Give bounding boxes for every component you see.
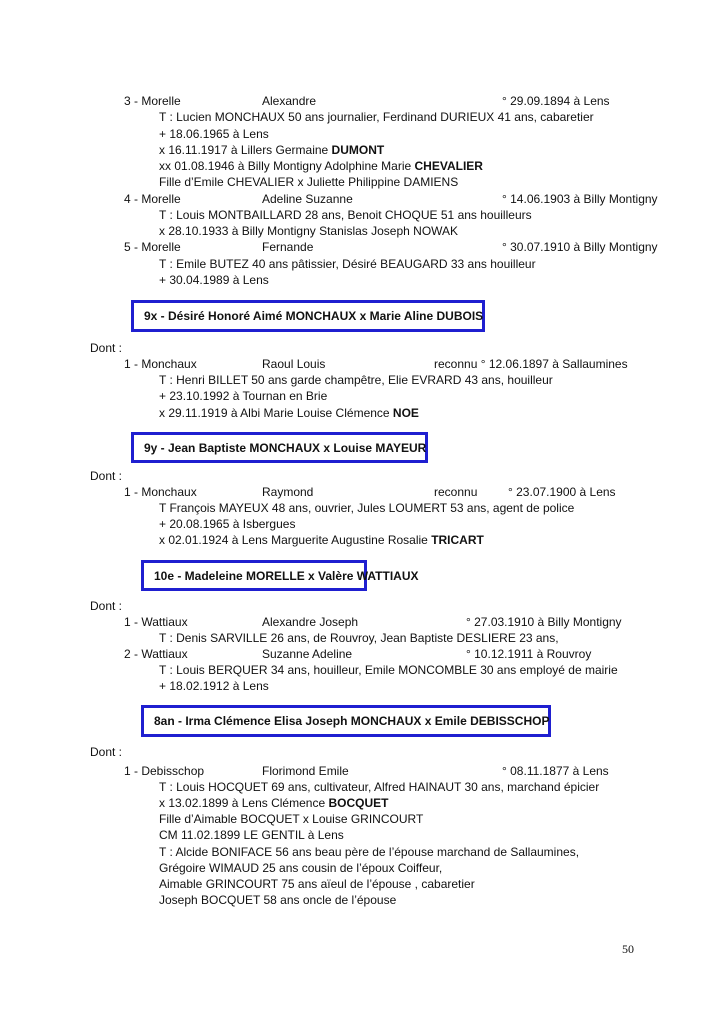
detail-line: T : Louis HOCQUET 69 ans, cultivateur, Alfred HAINAUT 30 ans, marchand épicier [159, 780, 600, 794]
entry-birth: ° 08.11.1877 à Lens [502, 764, 609, 778]
detail-line: x 13.02.1899 à Lens Clémence BOCQUET [159, 796, 389, 810]
detail-line: x 16.11.1917 à Lillers Germaine DUMONT [159, 143, 385, 157]
family-heading-9y: 9y - Jean Baptiste MONCHAUX x Louise MAYEUR [131, 432, 428, 463]
detail-line: + 23.10.1992 à Tournan en Brie [159, 389, 328, 403]
detail-line: xx 01.08.1946 à Billy Montigny Adolphine Marie CHEVALIER [159, 159, 483, 173]
detail-line: T : Lucien MONCHAUX 50 ans journalier, Ferdinand DURIEUX 41 ans, cabaretier [159, 110, 594, 124]
entry-given-names: Alexandre [262, 94, 317, 108]
detail-line: T : Louis MONTBAILLARD 28 ans, Benoit CHOQUE 51 ans houilleurs [159, 208, 532, 222]
detail-line: T : Emile BUTEZ 40 ans pâtissier, Désiré BEAUGARD 33 ans houilleur [159, 257, 536, 271]
detail-line: Fille d’Aimable BOCQUET x Louise GRINCOURT [159, 812, 424, 826]
dont-label: Dont : [90, 599, 123, 613]
dont-label: Dont : [90, 745, 123, 759]
entry-name: 4 - Morelle [124, 192, 181, 206]
family-heading-9x: 9x - Désiré Honoré Aimé MONCHAUX x Marie Aline DUBOIS [131, 300, 485, 332]
dont-label: Dont : [90, 341, 123, 355]
detail-line: CM 11.02.1899 LE GENTIL à Lens [159, 828, 344, 842]
detail-line: Grégoire WIMAUD 25 ans cousin de l’époux Coiffeur, [159, 861, 443, 875]
entry-birth: reconnu ° 12.06.1897 à Sallaumines [434, 357, 628, 371]
entry-birth: ° 10.12.1911 à Rouvroy [466, 647, 592, 661]
page-number: 50 [622, 942, 634, 956]
entry-birth: ° 29.09.1894 à Lens [502, 94, 610, 108]
detail-line: + 18.06.1965 à Lens [159, 127, 269, 141]
detail-line: Fille d’Emile CHEVALIER x Juliette Philippine DAMIENS [159, 175, 459, 189]
entry-name: 1 - Monchaux [124, 357, 197, 371]
entry-name: 1 - Debisschop [124, 764, 205, 778]
detail-line: T : Louis BERQUER 34 ans, houilleur, Emile MONCOMBLE 30 ans employé de mairie [159, 663, 618, 677]
detail-line: T : Henri BILLET 50 ans garde champêtre, Elie EVRARD 43 ans, houilleur [159, 373, 553, 387]
detail-line: x 28.10.1933 à Billy Montigny Stanislas Joseph NOWAK [159, 224, 459, 238]
entry-birth: ° 14.06.1903 à Billy Montigny [502, 192, 658, 206]
entry-name: 1 - Monchaux [124, 485, 197, 499]
detail-line: x 29.11.1919 à Albi Marie Louise Clémence NOE [159, 406, 419, 420]
detail-line: Aimable GRINCOURT 75 ans aïeul de l’épouse , cabaretier [159, 877, 475, 891]
entry-name: 1 - Wattiaux [124, 615, 188, 629]
detail-line: x 02.01.1924 à Lens Marguerite Augustine Rosalie TRICART [159, 533, 484, 547]
detail-line: T François MAYEUX 48 ans, ouvrier, Jules LOUMERT 53 ans, agent de police [159, 501, 575, 515]
entry-given-names: Florimond Emile [262, 764, 349, 778]
entry-birth: ° 30.07.1910 à Billy Montigny [502, 240, 658, 254]
family-heading-8an: 8an - Irma Clémence Elisa Joseph MONCHAUX x Emile DEBISSCHOP [141, 705, 551, 737]
detail-line: T : Denis SARVILLE 26 ans, de Rouvroy, Jean Baptiste DESLIERE 23 ans, [159, 631, 559, 645]
entry-reconnu: reconnu [434, 485, 478, 499]
entry-given-names: Alexandre Joseph [262, 615, 359, 629]
entry-given-names: Adeline Suzanne [262, 192, 353, 206]
detail-line: + 30.04.1989 à Lens [159, 273, 269, 287]
entry-name: 5 - Morelle [124, 240, 181, 254]
entry-given-names: Suzanne Adeline [262, 647, 353, 661]
detail-line: + 18.02.1912 à Lens [159, 679, 269, 693]
entry-given-names: Raoul Louis [262, 357, 326, 371]
detail-line: + 20.08.1965 à Isbergues [159, 517, 296, 531]
detail-line: Joseph BOCQUET 58 ans oncle de l’épouse [159, 893, 397, 907]
dont-label: Dont : [90, 469, 123, 483]
entry-birth: ° 27.03.1910 à Billy Montigny [466, 615, 622, 629]
entry-name: 3 - Morelle [124, 94, 181, 108]
entry-name: 2 - Wattiaux [124, 647, 188, 661]
entry-given-names: Raymond [262, 485, 314, 499]
entry-birth: ° 23.07.1900 à Lens [508, 485, 616, 499]
detail-line: T : Alcide BONIFACE 56 ans beau père de l’épouse marchand de Sallaumines, [159, 845, 580, 859]
family-heading-10e: 10e - Madeleine MORELLE x Valère WATTIAUX [141, 560, 367, 591]
entry-given-names: Fernande [262, 240, 314, 254]
